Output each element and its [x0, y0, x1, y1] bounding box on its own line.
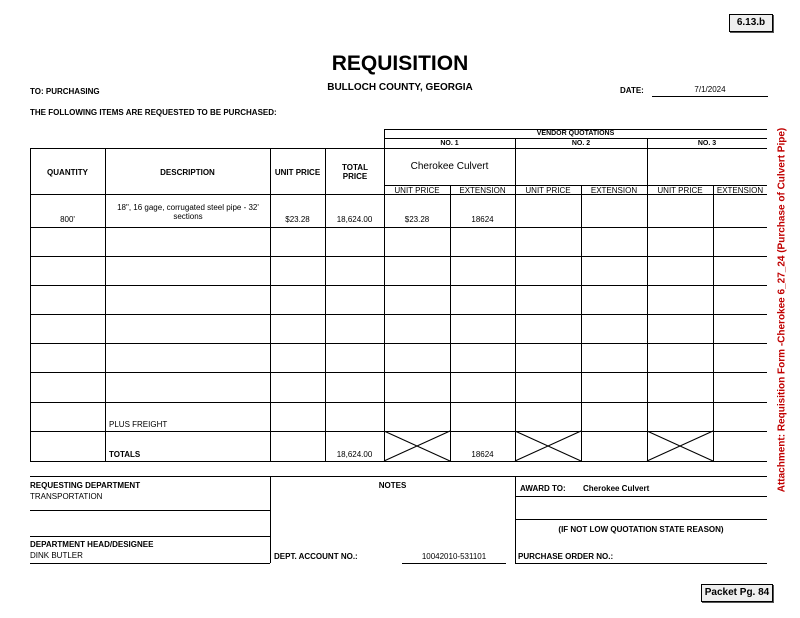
doc-number-badge: 6.13.b: [729, 14, 773, 32]
header-vendor-no1: NO. 1: [440, 140, 459, 147]
row1-vendor1-extension: 18624: [471, 215, 494, 224]
award-to-label: AWARD TO:: [520, 484, 566, 493]
row1-description: 18", 16 gage, corrugated steel pipe - 32' sections: [117, 203, 259, 221]
totals-vendor1-extension: 18624: [471, 450, 494, 459]
header-total-price: TOTAL PRICE: [342, 163, 368, 181]
department-head-label: DEPARTMENT HEAD/DESIGNEE: [30, 540, 154, 549]
attachment-side-label: Attachment: Requisition Form -Cherokee 6_27_24 (Purchase of Culvert Pipe): [776, 127, 788, 493]
county-subtitle: BULLOCH COUNTY, GEORGIA: [327, 82, 473, 93]
header-vendor-no2: NO. 2: [571, 140, 591, 147]
dept-account-label: DEPT. ACCOUNT NO.:: [274, 552, 358, 561]
subheader-unit-price-2: UNIT PRICE: [525, 186, 571, 195]
page-title: REQUISITION: [331, 52, 469, 75]
header-quantity: QUANTITY: [47, 168, 88, 177]
notes-label: NOTES: [378, 481, 407, 490]
date-value: 7/1/2024: [652, 85, 768, 97]
date-label: DATE:: [620, 86, 644, 95]
totals-total-price: 18,624.00: [336, 450, 373, 459]
row1-quantity: 800': [60, 215, 75, 224]
to-purchasing-label: TO: PURCHASING: [30, 87, 100, 96]
intro-text: THE FOLLOWING ITEMS ARE REQUESTED TO BE PURCHASED:: [30, 108, 277, 117]
low-quotation-note: (IF NOT LOW QUOTATION STATE REASON): [558, 525, 724, 534]
subheader-extension-3: EXTENSION: [716, 186, 764, 195]
requesting-department-value: TRANSPORTATION: [30, 492, 103, 501]
header-description: DESCRIPTION: [160, 168, 215, 177]
department-head-value: DINK BUTLER: [30, 551, 83, 560]
subheader-extension-2: EXTENSION: [590, 186, 638, 195]
subheader-unit-price-3: UNIT PRICE: [657, 186, 703, 195]
dept-account-value: 10042010-531101: [421, 552, 487, 561]
row1-unit-price: $23.28: [285, 215, 310, 224]
totals-label: TOTALS: [109, 450, 141, 459]
row1-vendor1-unit-price: $23.28: [404, 215, 430, 224]
purchase-order-label: PURCHASE ORDER NO.:: [518, 552, 614, 561]
requesting-department-label: REQUESTING DEPARTMENT: [30, 481, 141, 490]
header-unit-price: UNIT PRICE: [274, 168, 321, 177]
packet-page-badge: Packet Pg. 84: [701, 584, 773, 602]
header-vendor-quotations: VENDOR QUOTATIONS: [536, 130, 615, 137]
subheader-unit-price-1: UNIT PRICE: [394, 186, 440, 195]
row1-total-price: 18,624.00: [336, 215, 373, 224]
award-to-value: Cherokee Culvert: [583, 484, 650, 493]
header-vendor-no3: NO. 3: [697, 140, 717, 147]
vendor1-name: Cherokee Culvert: [410, 161, 489, 172]
plus-freight-label: PLUS FREIGHT: [109, 420, 168, 429]
subheader-extension-1: EXTENSION: [459, 186, 506, 195]
